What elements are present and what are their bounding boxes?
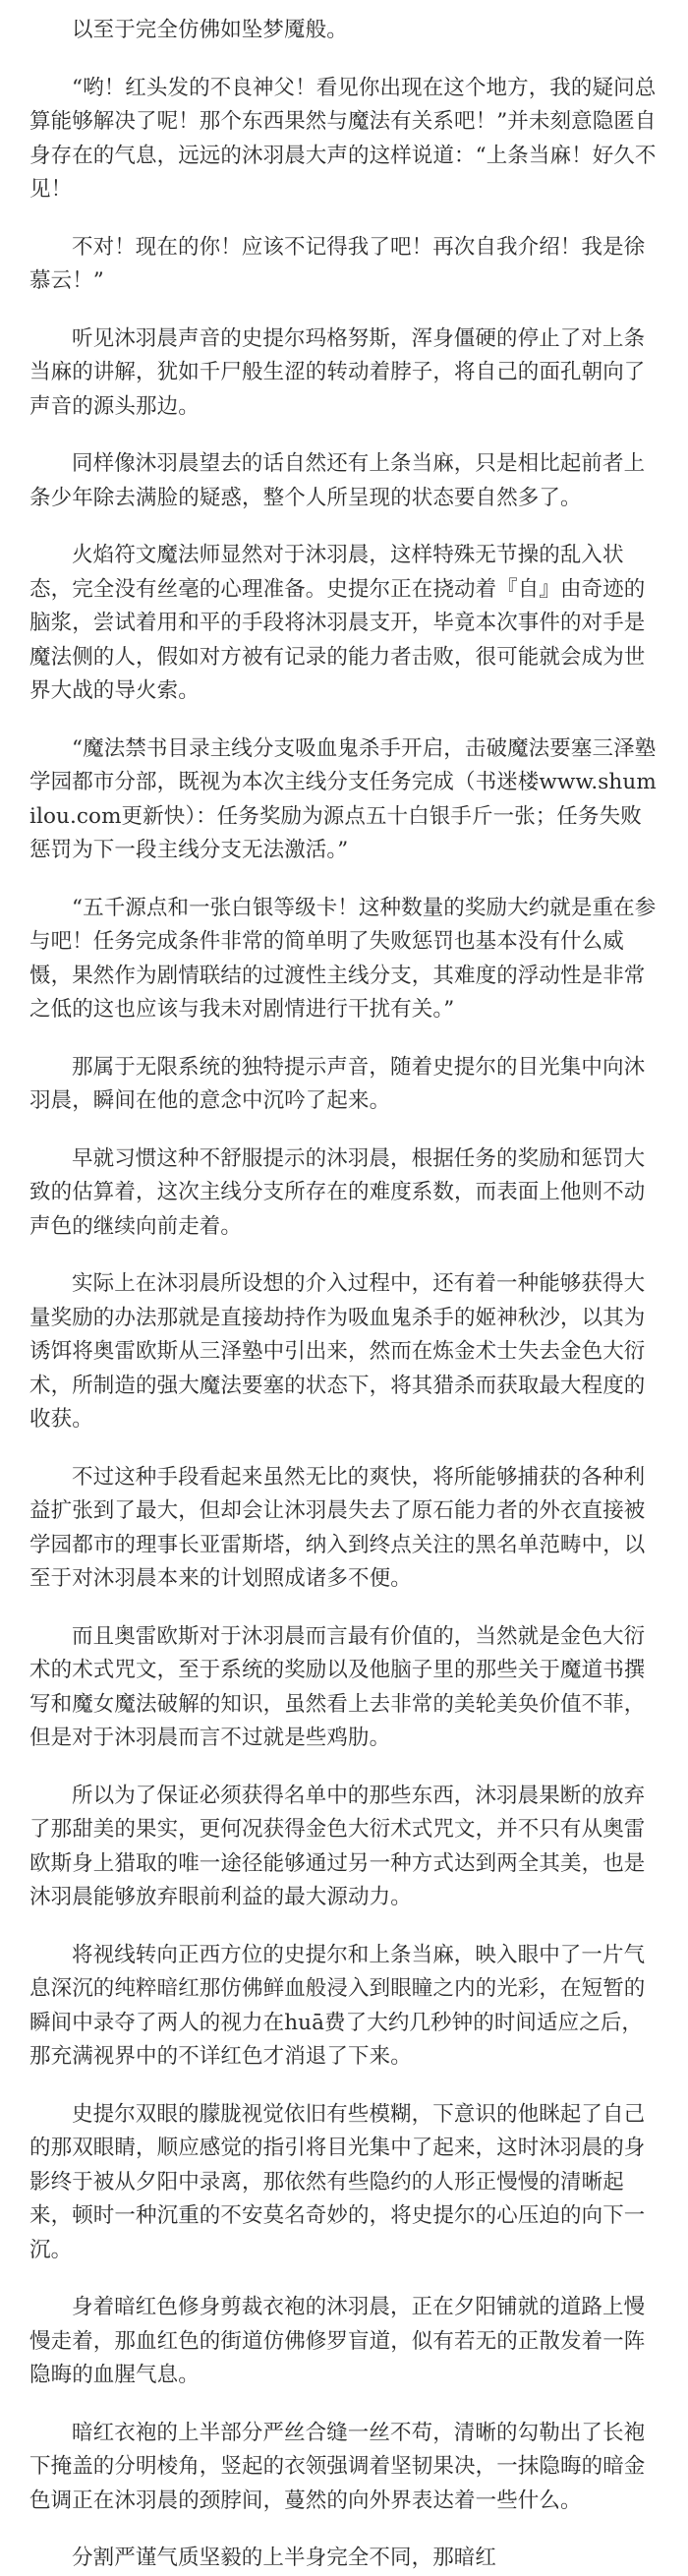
paragraph: 分割严谨气质坚毅的上半身完全不同，那暗红: [72, 2546, 497, 2570]
paragraph: 而且奥雷欧斯对于沐羽晨而言最有价值的，当然就是金色大衍术的术式咒文，至于系统的奖励以及他脑子里的那些关于魔道书撰写和魔女魔法破解的知识，虽然看上去非常的美轮美奂价值不菲，但是对于沐羽晨而言不过就是些鸡肋。: [29, 1623, 646, 1750]
paragraph: 同样像沐羽晨望去的话自然还有上条当麻，只是相比起前者上条少年除去满脸的疑惑，整个人所呈现的状态要自然多了。: [29, 451, 646, 510]
paragraph: 以至于完全仿佛如坠梦魇般。: [72, 18, 348, 42]
paragraph: 听见沐羽晨声音的史提尔玛格努斯，浑身僵硬的停止了对上条当麻的讲解，犹如千尸般生涩的转动着脖子，将自己的面孔朝向了声音的源头那边。: [29, 325, 646, 419]
paragraph: 那属于无限系统的独特提示声音，随着史提尔的目光集中向沐羽晨，瞬间在他的意念中沉吟了起来。: [29, 1054, 646, 1113]
paragraph: “哟！红头发的不良神父！看见你出现在这个地方，我的疑问总算能够解决了呢！那个东西果然与魔法有关系吧！”并未刻意隐匿自身存在的气息，远远的沐羽晨大声的这样说道：“上条当麻！好久不见！: [29, 75, 657, 202]
paragraph: 将视线转向正西方位的史提尔和上条当麻，映入眼中了一片气息深沉的纯粹暗红那仿佛鲜血般浸入到眼瞳之内的光彩，在短暂的瞬间中录夺了两人的视力在huā费了大约几秒钟的时间适应之后，那充满视界中的不详红色才消退了下来。: [29, 1942, 646, 2069]
paragraph: 身着暗红色修身剪裁衣袍的沐羽晨，正在夕阳铺就的道路上慢慢走着，那血红色的街道仿佛修罗盲道，似有若无的正散发着一阵隐晦的血腥气息。: [29, 2295, 646, 2387]
paragraph: 不对！现在的你！应该不记得我了吧！再次自我介绍！我是徐慕云！”: [29, 234, 646, 293]
paragraph: 早就习惯这种不舒服提示的沐羽晨，根据任务的奖励和惩罚大致的估算着，这次主线分支所存在的难度系数，而表面上他则不动声色的继续向前走着。: [29, 1145, 646, 1239]
paragraph: 所以为了保证必须获得名单中的那些东西，沐羽晨果断的放弃了那甜美的果实，更何况获得金色大衍术式咒文，并不只有从奥雷欧斯身上猎取的唯一途径能够通过另一种方式达到两全其美，也是沐羽晨能够放弃眼前利益的最大源动力。: [29, 1783, 646, 1909]
paragraph: 实际上在沐羽晨所设想的介入过程中，还有着一种能够获得大量奖励的办法那就是直接劫持作为吸血鬼杀手的姬神秋沙，以其为诱饵将奥雷欧斯从三泽塾中引出来，然而在炼金术士失去金色大衍术，所制造的强大魔法要塞的状态下，将其猎杀而获取最大程度的收获。: [29, 1271, 646, 1432]
paragraph: “魔法禁书目录主线分支吸血鬼杀手开启，击破魔法要塞三泽塾学园都市分部，既视为本次主线分支任务完成（书迷楼www.shumilou.com更新快）：任务奖励为源点五十白银手斤一张；任务失败惩罚为下一段主线分支无法激活。”: [29, 735, 657, 862]
paragraph: 火焰符文魔法师显然对于沐羽晨，这样特殊无节操的乱入状态，完全没有丝毫的心理准备。史提尔正在挠动着『自』由奇迹的脑浆，尝试着用和平的手段将沐羽晨支开，毕竟本次事件的对手是魔法侧的人，假如对方被有记录的能力者击败，很可能就会成为世界大战的导火索。: [29, 543, 646, 703]
paragraph: 暗红衣袍的上半部分严丝合缝一丝不苟，清晰的勾勒出了长袍下掩盖的分明棱角，竖起的衣领强调着坚韧果决，一抹隐晦的暗金色调正在沐羽晨的颈脖间，蔓然的向外界表达着一些什么。: [29, 2420, 646, 2513]
paragraph: 不过这种手段看起来虽然无比的爽快，将所能够捕获的各种利益扩张到了最大，但却会让沐羽晨失去了原石能力者的外衣直接被学园都市的理事长亚雷斯塔，纳入到终点关注的黑名单范畴中，以至于对沐羽晨本来的计划照成诸多不便。: [29, 1464, 646, 1591]
paragraph: 史提尔双眼的朦胧视觉依旧有些模糊，下意识的他眯起了自己的那双眼睛，顺应感觉的指引将目光集中了起来，这时沐羽晨的身影终于被从夕阳中录离，那依然有些隐约的人形正慢慢的清晰起来，顿时一种沉重的不安莫名奇妙的，将史提尔的心压迫的向下一沉。: [29, 2101, 646, 2262]
paragraph: “五千源点和一张白银等级卡！这种数量的奖励大约就是重在参与吧！任务完成条件非常的简单明了失败惩罚也基本没有什么威慑，果然作为剧情联结的过渡性主线分支，其难度的浮动性是非常之低的这也应该与我未对剧情进行干扰有关。”: [29, 895, 657, 1022]
